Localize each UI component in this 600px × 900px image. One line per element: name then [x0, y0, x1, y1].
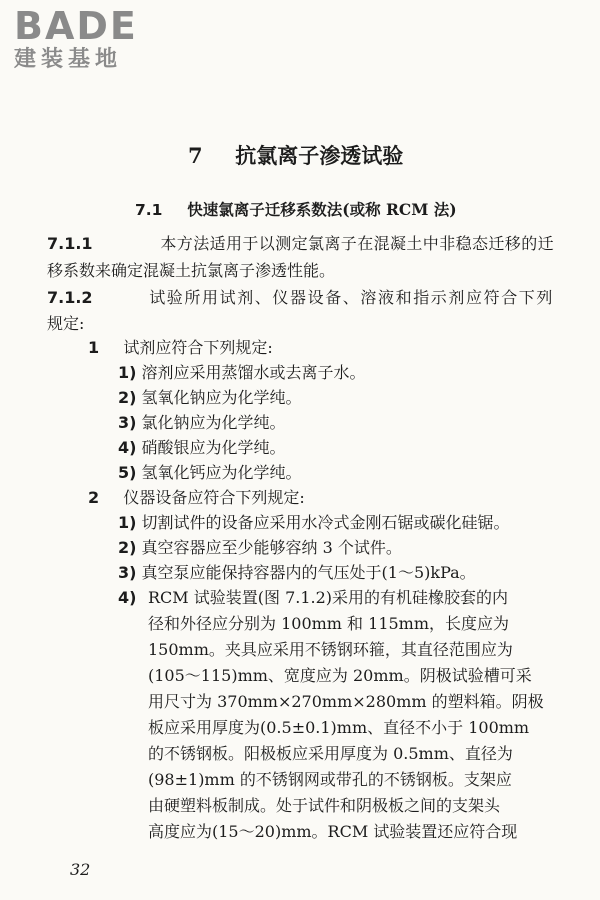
item-2-subitem-4-line: 高度应为(15～20)mm。RCM 试验装置还应符合现: [148, 822, 518, 841]
item-2-subitem-2: 2) 真空容器应至少能够容纳 3 个试件。: [118, 538, 402, 557]
chapter-title: 抗氯离子渗透试验: [235, 143, 404, 168]
item-2-subitem-4-line: 径和外径应分别为 100mm 和 115mm，长度应为: [148, 614, 510, 633]
clause-7-1-1-line2: 移系数来确定混凝土抗氯离子渗透性能。: [47, 261, 336, 280]
clause-number: 7.1.1: [47, 234, 93, 253]
chapter-number: 7: [188, 143, 203, 168]
clause-7-1-1-line1: [47, 234, 554, 254]
bade-logo: [14, 6, 138, 74]
section-number: 7.1: [135, 201, 163, 219]
item-2-subitem-4-num: 4): [118, 588, 137, 607]
section-title: 快速氯离子迁移系数法(或称 RCM 法): [187, 200, 457, 219]
item-1-subitem-5: 5) 氢氧化钙应为化学纯。: [118, 463, 302, 482]
section-heading: [135, 200, 457, 220]
item-2-subitem-4-line: (98±1)mm 的不锈钢网或带孔的不锈钢板。支架应: [148, 770, 512, 789]
chapter-heading: [188, 143, 404, 168]
clause-7-1-2-line1: [47, 288, 554, 308]
item-2-subitem-4-line: RCM 试验装置(图 7.1.2)采用的有机硅橡胶套的内: [148, 588, 509, 607]
logo-subtitle: 建装基地: [14, 47, 123, 72]
page-number: 32: [70, 860, 91, 879]
item-1-subitem-4: 4) 硝酸银应为化学纯。: [118, 438, 286, 457]
item-2-subitem-4-line: 由硬塑料板制成。处于试件和阴极板之间的支架头: [148, 796, 501, 815]
item-2-subitem-4-line: 的不锈钢板。阳极板应采用厚度为 0.5mm、直径为: [148, 744, 513, 763]
clause-text: 本方法适用于以测定氯离子在混凝土中非稳态迁移的迁: [160, 234, 554, 253]
item-2-subitem-4-line: (105～115)mm、宽度应为 20mm。阴极试验槽可采: [148, 666, 532, 685]
item-1-subitem-3: 3) 氯化钠应为化学纯。: [118, 413, 286, 432]
item-2-subitem-4-line: 板应采用厚度为(0.5±0.1)mm、直径不小于 100mm: [148, 718, 530, 737]
logo-brand: BADE: [14, 4, 138, 48]
item-2-subitem-3: 3) 真空泵应能保持容器内的气压处于(1～5)kPa。: [118, 563, 476, 582]
item-2-subitem-1: 1) 切割试件的设备应采用水冷式金刚石锯或碳化硅锯。: [118, 513, 510, 532]
item-1-subitem-2: 2) 氢氧化钠应为化学纯。: [118, 388, 302, 407]
clause-number: 7.1.2: [47, 288, 93, 307]
item-2-heading: 2 仪器设备应符合下列规定:: [88, 488, 305, 507]
item-1-heading: 1 试剂应符合下列规定:: [88, 338, 273, 357]
item-2-subitem-4-line: 150mm。夹具应采用不锈钢环箍，其直径范围应为: [148, 640, 513, 659]
clause-text: 试验所用试剂、仪器设备、溶液和指示剂应符合下列: [149, 288, 554, 307]
item-2-subitem-4-line: 用尺寸为 370mm×270mm×280mm 的塑料箱。阴极: [148, 692, 544, 711]
clause-7-1-2-line2: 规定:: [47, 314, 85, 333]
item-1-subitem-1: 1) 溶剂应采用蒸馏水或去离子水。: [118, 363, 366, 382]
